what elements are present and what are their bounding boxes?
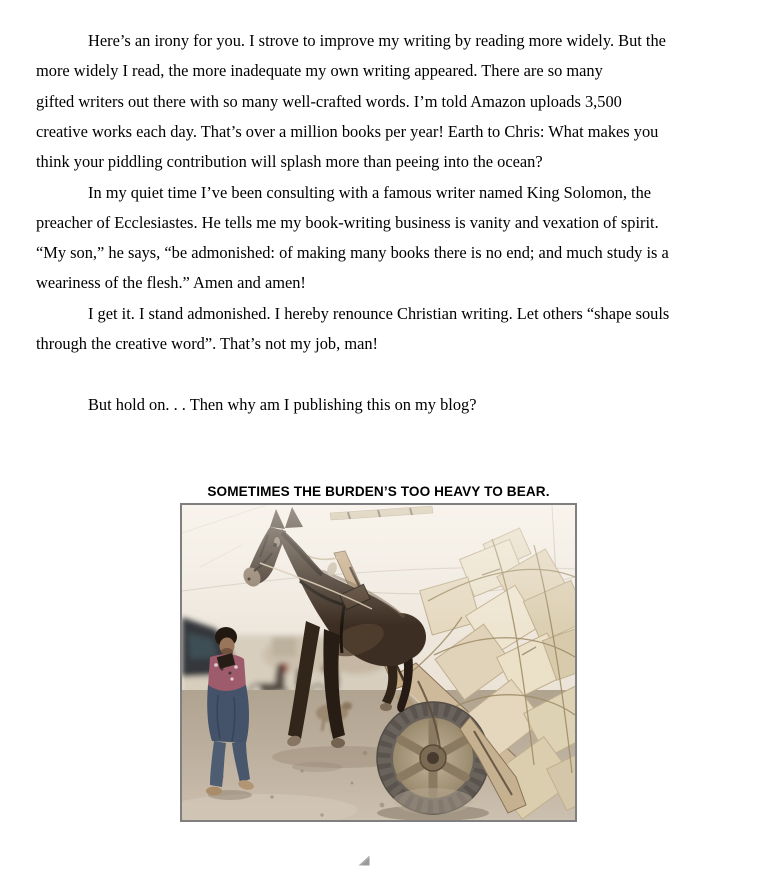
paragraph-line: I get it. I stand admonished. I hereby renounce Christian writing. Let others “shape souls bbox=[88, 303, 670, 323]
paragraph-4 bbox=[36, 390, 740, 420]
paragraph-line: preacher of Ecclesiastes. He tells me my book-writing business is vanity and vexation of spirit. bbox=[36, 212, 659, 232]
resize-handle-icon[interactable] bbox=[358, 855, 370, 866]
paragraph-1 bbox=[36, 26, 740, 177]
legs-shadow bbox=[292, 762, 342, 772]
paragraph-2 bbox=[36, 178, 740, 299]
paragraph-line: “My son,” he says, “be admonished: of making many books there is no end; and much study is a bbox=[36, 243, 669, 263]
paragraph-line: But hold on. . . Then why am I publishing this on my blog? bbox=[88, 394, 477, 414]
paragraph-line: In my quiet time I’ve been consulting with a famous writer named King Solomon, the bbox=[88, 182, 652, 202]
paragraph-line: weariness of the flesh.” Amen and amen! bbox=[36, 273, 306, 293]
paragraph-line: through the creative word”. That’s not my job, man! bbox=[36, 333, 378, 353]
paragraph-line: gifted writers out there with so many well-crafted words. I’m told Amazon uploads 3,500 bbox=[36, 91, 622, 111]
donkey-cart-photo bbox=[182, 505, 575, 820]
paragraph-line: more widely I read, the more inadequate my own writing appeared. There are so many bbox=[36, 61, 603, 81]
paragraph-line: think your piddling contribution will splash more than peeing into the ocean? bbox=[36, 152, 543, 172]
paragraph-3 bbox=[36, 299, 740, 360]
figure bbox=[180, 503, 577, 822]
figure-caption: SOMETIMES THE BURDEN’S TOO HEAVY TO BEAR. bbox=[207, 484, 550, 499]
photo-haze bbox=[182, 505, 575, 625]
paragraph-line: Here’s an irony for you. I strove to improve my writing by reading more widely. But the bbox=[88, 31, 666, 50]
paragraph-line: creative works each day. That’s over a million books per year! Earth to Chris: What makes you bbox=[36, 121, 659, 141]
